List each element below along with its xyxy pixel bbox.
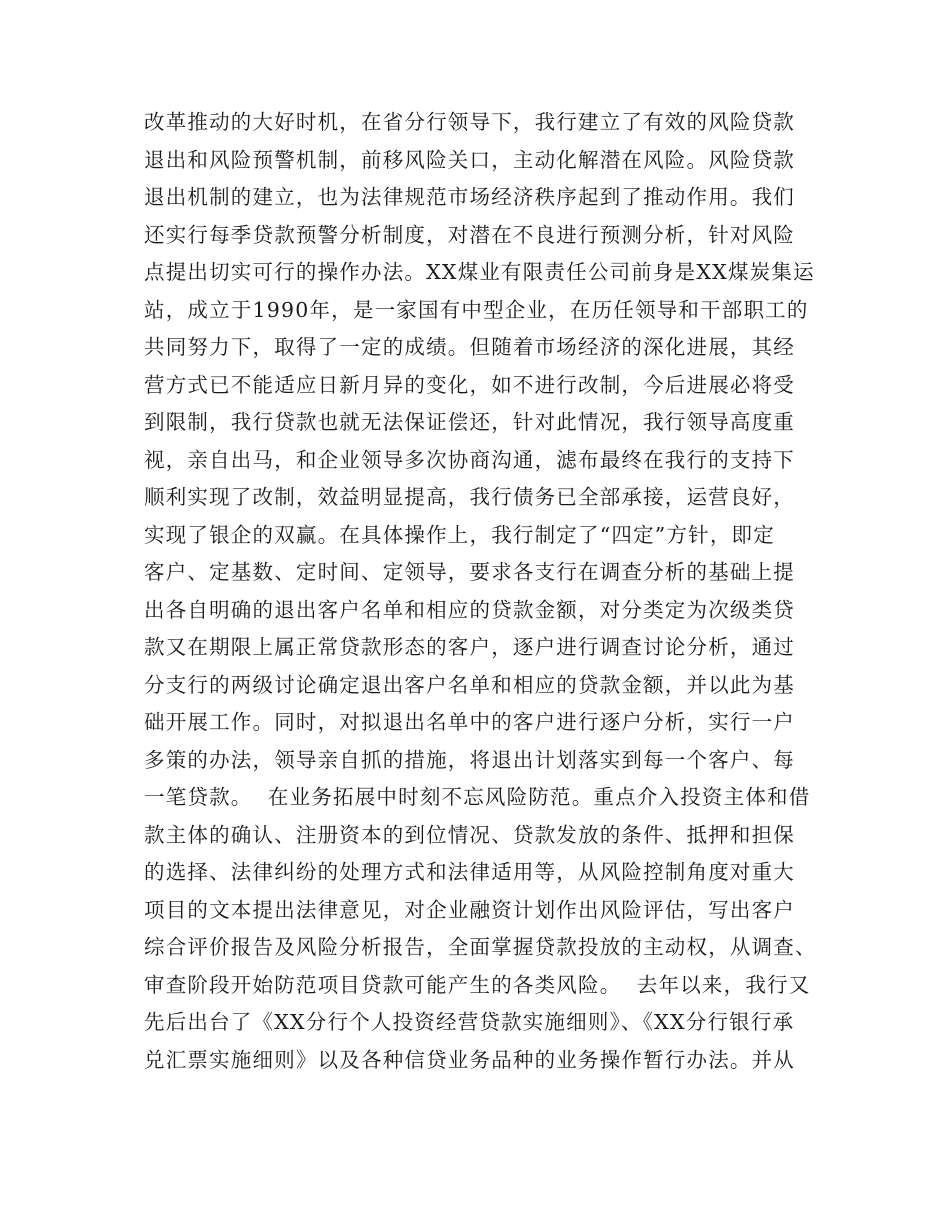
text-line: 础开展工作。同时，对拟退出名单中的客户进行逐户分析，实行一户 — [144, 710, 795, 734]
text-line: 出各自明确的退出客户名单和相应的贷款金额，对分类定为次级类贷 — [144, 597, 795, 622]
text-line: 视，亲自出马，和企业领导多次协商沟通，滤布最终在我行的支持下 — [144, 447, 795, 472]
text-line: 的选择、法律纠纷的处理方式和法律适用等，从风险控制角度对重大 — [144, 860, 795, 884]
text-line: 客户、定基数、定时间、定领导，要求各支行在调查分析的基础上提 — [144, 560, 795, 584]
text-line: 还实行每季贷款预警分析制度，对潜在不良进行预测分析，针对风险 — [144, 222, 795, 247]
text-line: 多策的办法，领导亲自抓的措施，将退出计划落实到每一个客户、每 — [144, 747, 795, 772]
text-line: 款又在期限上属正常贷款形态的客户，逐户进行调查讨论分析，通过 — [144, 635, 795, 659]
text-line: 退出机制的建立，也为法律规范市场经济秩序起到了推动作用。我们 — [144, 185, 795, 209]
body-paragraph — [144, 104, 817, 1079]
text-line: 点提出切实可行的操作办法。XX煤业有限责任公司前身是XX煤炭集运 — [144, 260, 815, 284]
text-line: 顺利实现了改制，效益明显提高，我行债务已全部承接，运营良好， — [144, 485, 795, 509]
text-line: 综合评价报告及风险分析报告，全面掌握贷款投放的主动权，从调查、 — [144, 935, 817, 959]
text-line: 项目的文本提出法律意见，对企业融资计划作出风险评估，写出客户 — [144, 897, 795, 922]
text-line: 审查阶段开始防范项目贷款可能产生的各类风险。 去年以来，我行又 — [144, 972, 811, 997]
text-line: 先后出台了《XX分行个人投资经营贷款实施细则》、《XX分行银行承 — [144, 1010, 795, 1034]
text-line: 退出和风险预警机制，前移风险关口，主动化解潜在风险。风险贷款 — [144, 147, 795, 172]
text-line: 实现了银企的双赢。在具体操作上，我行制定了“四定”方针，即定 — [144, 522, 775, 547]
text-line: 款主体的确认、注册资本的到位情况、贷款发放的条件、抵押和担保 — [144, 822, 795, 847]
text-line: 营方式已不能适应日新月异的变化，如不进行改制，今后进展必将受 — [144, 372, 795, 397]
text-line: 一笔贷款。 在业务拓展中时刻不忘风险防范。重点介入投资主体和借 — [144, 785, 811, 809]
text-line: 分支行的两级讨论确定退出客户名单和相应的贷款金额，并以此为基 — [144, 672, 795, 697]
text-line: 到限制，我行贷款也就无法保证偿还，针对此情况，我行领导高度重 — [144, 410, 795, 434]
text-line: 共同努力下，取得了一定的成绩。但随着市场经济的深化进展，其经 — [144, 335, 795, 359]
text-line: 站，成立于1990年，是一家国有中型企业，在历任领导和干部职工的 — [144, 297, 809, 322]
text-line: 改革推动的大好时机，在省分行领导下，我行建立了有效的风险贷款 — [144, 110, 795, 134]
text-line: 兑汇票实施细则》以及各种信贷业务品种的业务操作暂行办法。并从 — [144, 1047, 795, 1072]
